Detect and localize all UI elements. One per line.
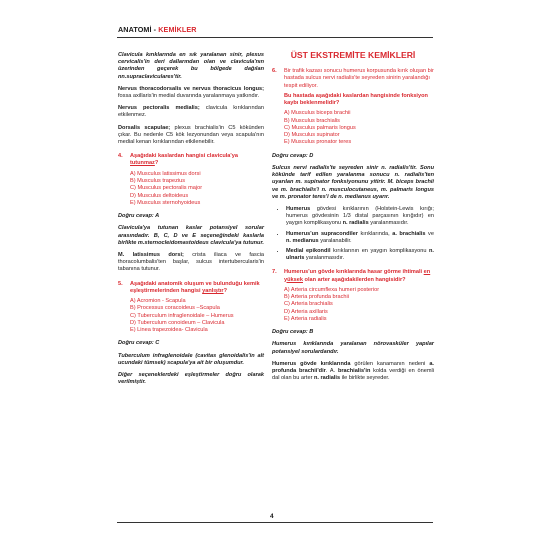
option: B) Processus coracoideus –Scapula: [130, 305, 220, 312]
underlined-text: yanlıştır: [202, 287, 224, 294]
question-stem: Bir trafik kazası sonucu humerus korpusunda kırık oluşan bir hastada sulcus nervi radialis'te seyreden sinirin yaralandığı tespit ediliyor.: [284, 68, 434, 89]
question-text: Bu hastada aşağıdaki kaslardan hangisinde fonksiyon kaybı beklenmelidir?: [284, 92, 428, 107]
text-span: ile birlikte seyreder.: [340, 375, 390, 382]
header-subtitle: KEMİKLER: [158, 25, 197, 34]
answer: Doğru cevap: C: [118, 340, 160, 347]
option: C) Musculus palmaris longus: [284, 124, 356, 131]
text-span: ve: [425, 230, 434, 237]
question-4-options: [130, 171, 264, 207]
list-item: [286, 231, 434, 245]
option: D) Tuberculum conoideum – Clavicula: [130, 319, 225, 326]
question-4: [118, 153, 264, 167]
header-rule: [117, 37, 433, 38]
text-span: kolda verdiği en önemli dal olan bu arter: [272, 368, 435, 382]
question-number: 5.: [118, 280, 123, 287]
option: D) Musculus supinator: [284, 132, 340, 139]
bold-term: Medial epikondil: [286, 247, 331, 254]
option: A) Arteria circumflexa humeri posterior: [284, 286, 380, 293]
answer: Doğru cevap: A: [118, 213, 160, 220]
option: E) Musculus pronator teres: [284, 139, 352, 146]
bold-term: Dorsalis scapulae;: [118, 124, 171, 131]
footer-rule: [117, 522, 433, 523]
bold-term: M. latissimus dorsi;: [118, 251, 184, 258]
text-span: kırıklarının en yaygın komplikasyonu: [330, 247, 430, 254]
question-text: [130, 153, 264, 167]
text-span: Humerus'un gövde kırıklarında hasar görme ihtimali: [284, 269, 424, 276]
text-span: clavicula kırıklarından etkilenmez.: [118, 105, 264, 119]
text-span: Aşağıdaki anatomik oluşum ve bulunduğu kemik eşleştirmelerinden hangisi: [130, 280, 260, 294]
question-body: [284, 68, 434, 107]
option: E) Arteria radialis: [284, 315, 327, 322]
bold-term: n. medianus: [286, 237, 319, 244]
text-span: kırıklarında,: [357, 230, 393, 237]
paragraph: Humerus kırıklarında yaralanan nörovasküler yapılar potansiyel sorulardandır.: [272, 341, 434, 355]
option: A) Acromion - Scapula: [130, 297, 186, 304]
paragraph: [118, 105, 264, 119]
text-span: crista iliaca ve fascia thoracolumbalis'ten başlar, sulcus intertubercularis'in tabanına tutunur.: [118, 251, 264, 273]
text-span: gövdesi kırıklarının (Holstein-Lewis kırığı; humerus gövdesinin 1/3 distal parçasının kırığıdır) en yaygın komplikasyonu: [286, 205, 434, 227]
paragraph: [272, 361, 434, 383]
bold-term: n. radialis: [342, 220, 369, 227]
paragraph: [118, 86, 264, 100]
text-span: plexus brachialis'in C5 kökünden çıkar. Bu nedenle C5 kök lezyonundan veya scapula'nın medial kenarı kırıklarından etkilenebilir.: [118, 124, 264, 146]
paragraph: Sulcus nervi radialis'te seyreden sinir n. radialis'tir. Sonu kökünde tarif edilen yaralanma sonucu n. radialis'ten uyarılan m. supinator fonksiyonunu yitirir. M. biceps brachii ve m. brachialis'i n. musculocutaneus, m. palmaris longus ve m. pronator teres'i de n. medianus uyarır.: [272, 164, 434, 200]
text-span: Aşağıdaki kaslardan hangisi clavicula'ya: [130, 153, 238, 160]
question-7: [272, 269, 434, 283]
bullet-list: [272, 206, 434, 262]
paragraph: [118, 125, 264, 147]
left-column: [118, 52, 264, 391]
bold-term: a. brachialis: [392, 230, 426, 237]
option: B) Musculus brachialis: [284, 117, 340, 124]
text-span: yaralanmasıdır.: [304, 255, 345, 262]
option: B) Musculus trapezius: [130, 177, 186, 184]
question-number: 6.: [272, 68, 277, 75]
bold-term: Humerus gövde kırıklarında: [272, 360, 351, 367]
bold-term: n. ulnaris: [286, 247, 434, 262]
underlined-text: en yüksek: [284, 269, 431, 283]
question-5-options: [130, 298, 264, 334]
bold-term: Humerus: [286, 205, 311, 212]
option: E) Linea trapezoidea- Clavicula: [130, 327, 208, 334]
question-6: [272, 68, 434, 107]
option: B) Arteria profunda brachii: [284, 294, 349, 301]
option: C) Musculus pectoralis major: [130, 185, 203, 192]
paragraph: Clavicula'ya tutunan kaslar potansiyel sorular arasındadır. B, C, D ve E seçeneğindeki kaslarla birlikte m.sternocleidomastoideus clavicula'ya tutunur.: [118, 225, 264, 246]
page-number: 4: [270, 513, 274, 520]
text-span: ?: [154, 160, 159, 167]
text-span: . A.: [325, 368, 338, 375]
page-header: [118, 25, 197, 34]
option: C) Tuberculum infraglenoidale – Humerus: [130, 312, 234, 319]
question-text: [284, 269, 434, 283]
header-title: ANATOMİ: [118, 25, 152, 34]
bold-term: Nervus thoracodorsalis ve nervus thoracicus longus;: [118, 85, 264, 92]
question-7-options: [284, 287, 434, 323]
option: D) Musculus deltoideus: [130, 192, 189, 199]
question-5: [118, 281, 264, 295]
text-span: fossa axillaris'in medial duvarında yaralanmaya yatkındır.: [118, 93, 260, 100]
list-item: [286, 248, 434, 262]
list-item: [286, 206, 434, 228]
bold-term: a. profunda brachii'dir: [272, 360, 434, 375]
question-number: 7.: [272, 269, 277, 276]
paragraph: Tuberculum infraglenoidale (cavitas glenoidalis'in alt ucundaki tümsek) scapula'ya ait bir oluşumdur.: [118, 352, 264, 366]
text-span: yaralanmasıdır.: [368, 220, 409, 227]
answer: Doğru cevap: D: [272, 152, 314, 159]
text-span: ?: [223, 287, 227, 294]
option: C) Arteria brachialis: [284, 301, 333, 308]
right-column: [272, 52, 434, 387]
option: D) Arteria axillaris: [284, 308, 328, 315]
paragraph: Diğer seçeneklerdeki eşleştirmeler doğru olarak verilmiştir.: [118, 372, 264, 386]
answer: Doğru cevap: B: [272, 329, 314, 336]
paragraph: [118, 252, 264, 274]
question-text: [130, 281, 264, 295]
option: A) Musculus biceps brachii: [284, 110, 351, 117]
section-title: ÜST EKSTREMİTE KEMİKLERİ: [290, 50, 416, 60]
header-separator: -: [151, 25, 159, 34]
paragraph: Clavicula kırıklarında en sık yaralanan sinir, plexus cervicalis'in deri dallarından olan ve clavicula'nın üzerinden geçerek bu bölgede dağılan nn.supraclaviculares'tir.: [118, 52, 264, 80]
text-span: yaralanabilir.: [318, 237, 352, 244]
bold-term: n. radialis: [313, 375, 341, 382]
underlined-text: tutunmaz: [130, 160, 155, 167]
text-span: olan arter aşağıdakilerden hangisidir?: [302, 276, 406, 283]
question-number: 4.: [118, 153, 123, 160]
bold-term: Nervus pectoralis medialis;: [118, 105, 200, 112]
bold-term: brachialis'in: [337, 368, 371, 375]
question-6-options: [284, 110, 434, 146]
option: A) Musculus latissimus dorsi: [130, 170, 201, 177]
bold-term: Humerus'un supracondiler: [286, 230, 358, 237]
text-span: görülen kanamanın nedeni: [350, 360, 430, 367]
option: E) Musculus sternohyoideus: [130, 199, 201, 206]
